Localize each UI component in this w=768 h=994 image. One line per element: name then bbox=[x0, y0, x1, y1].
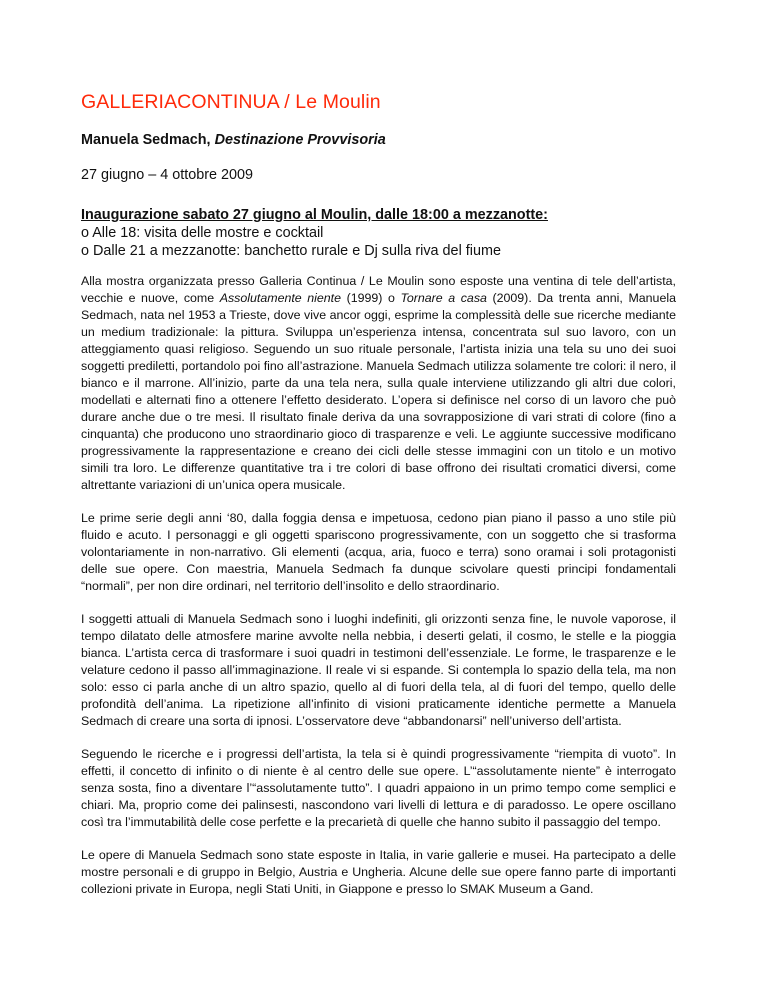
exhibition-dates: 27 giugno – 4 ottobre 2009 bbox=[81, 167, 254, 183]
paragraph-text: Alla mostra organizzata presso Galleria Continua / Le Moulin sono esposte una ventina di tele dell’artista, vecchie e nuove, come bbox=[81, 274, 676, 305]
artwork-title: Tornare a casa bbox=[400, 291, 487, 305]
inauguration-block bbox=[81, 207, 676, 260]
paragraph-text: (1999) o bbox=[341, 291, 401, 305]
paragraph-3: I soggetti attuali di Manuela Sedmach sono i luoghi indefiniti, gli orizzonti senza fine, le nuvole vaporose, il tempo dilatato delle atmosfere marine avvolte nella nebbia, i deserti gelati, il cosmo, le stelle e la pioggia bianca. L’artista cerca di trasformare i suoi quadri in testimoni dell’essenziale. Le forme, le trasparenze e le velature cedono il passo all’immaginazione. Il reale vi si espande. Si contempla lo spazio della tela, ma non solo: esso ci parla anche di un altro spazio, quello al di fuori della tela, al di fuori del tempo, quello delle profondità dell’anima. La ripetizione all’infinito di visioni praticamente identiche permette a Manuela Sedmach di creare una sorta di ipnosi. L’osservatore deve “abbandonarsi” nell’universo dell’artista. bbox=[81, 612, 676, 728]
paragraph-text: (2009). Da trenta anni, Manuela Sedmach, nata nel 1953 a Trieste, dove vive ancor oggi, esprime la complessità delle sue ricerche mediante un medium tradizionale: la pittura. Sviluppa un’esperienza intensa, concentrata sul suo lavoro, con un atteggiamento quasi religioso. Seguendo un suo rituale personale, l’artista inizia una tela su uno dei suoi soggetti prediletti, portandolo poi fino all’astrazione. Manuela Sedmach utilizza solamente tre colori: il nero, il bianco e il marrone. All’inizio, parte da una tela nera, sulla quale interviene utilizzando gli altri due colori, modellati e alternati fino a ottenere l’effetto desiderato. L’opera si definisce nel corso di un lavoro che può durare anche due o tre mesi. Il risultato finale deriva da una sovrapposizione di vari strati di colore (fino a cinquanta) che producono uno straordinario gioco di trasparenze e veli. Le aggiunte successive modificano progressivamente la rappresentazione e creano dei cicli delle stesse immagini con un titolo e un motivo simili tra loro. Le differenze quantitative tra i tre colori di base offrono dei risultati cromatici diversi, come altrettante variazioni di un’unica opera musicale. bbox=[81, 291, 676, 492]
inauguration-item: o Dalle 21 a mezzanotte: banchetto rurale e Dj sulla riva del fiume bbox=[81, 243, 501, 259]
gallery-title: GALLERIACONTINUA / Le Moulin bbox=[81, 91, 381, 113]
inauguration-heading: Inaugurazione sabato 27 giugno al Moulin, dalle 18:00 a mezzanotte: bbox=[81, 207, 548, 223]
paragraph-5: Le opere di Manuela Sedmach sono state esposte in Italia, in varie gallerie e musei. Ha partecipato a delle mostre personali e di gruppo in Belgio, Austria e Ungheria. Alcune delle sue opere fanno parte di importanti collezioni private in Europa, negli Stati Uniti, in Giappone e presso lo SMAK Museum a Gand. bbox=[81, 848, 676, 896]
artwork-title: Assolutamente niente bbox=[219, 291, 342, 305]
body-text bbox=[81, 273, 676, 914]
paragraph-1 bbox=[81, 273, 676, 494]
exhibition-subtitle bbox=[81, 132, 386, 148]
inauguration-item: o Alle 18: visita delle mostre e cocktail bbox=[81, 225, 324, 241]
artist-name: Manuela Sedmach, bbox=[81, 132, 215, 148]
paragraph-2: Le prime serie degli anni ‘80, dalla foggia densa e impetuosa, cedono pian piano il passo a uno stile più fluido e acuto. I personaggi e gli oggetti spariscono progressivamente, con un soggetto che si trasforma volontariamente in non-narrativo. Gli elementi (acqua, aria, fuoco e terra) sono oramai i soli protagonisti delle sue opere. Con maestria, Manuela Sedmach fa dunque scivolare questi principi fondamentali “normali”, per non dire ordinari, nel territorio dell’insolito e dello straordinario. bbox=[81, 511, 676, 593]
show-title: Destinazione Provvisoria bbox=[214, 132, 386, 148]
paragraph-4: Seguendo le ricerche e i progressi dell’artista, la tela si è quindi progressivamente “riempita di vuoto”. In effetti, il concetto di infinito o di niente è al centro delle sue opere. L’“assolutamente niente” è interrogato senza sosta, fino a diventare l’“assolutamente tutto”. I quadri appaiono in un primo tempo come semplici e chiari. Ma, proprio come dei palinsesti, nascondono vari livelli di lettura e di paradosso. Le opere oscillano così tra l’immutabilità delle cose perfette e la precarietà di quelle che hanno subito il passaggio del tempo. bbox=[81, 747, 676, 829]
